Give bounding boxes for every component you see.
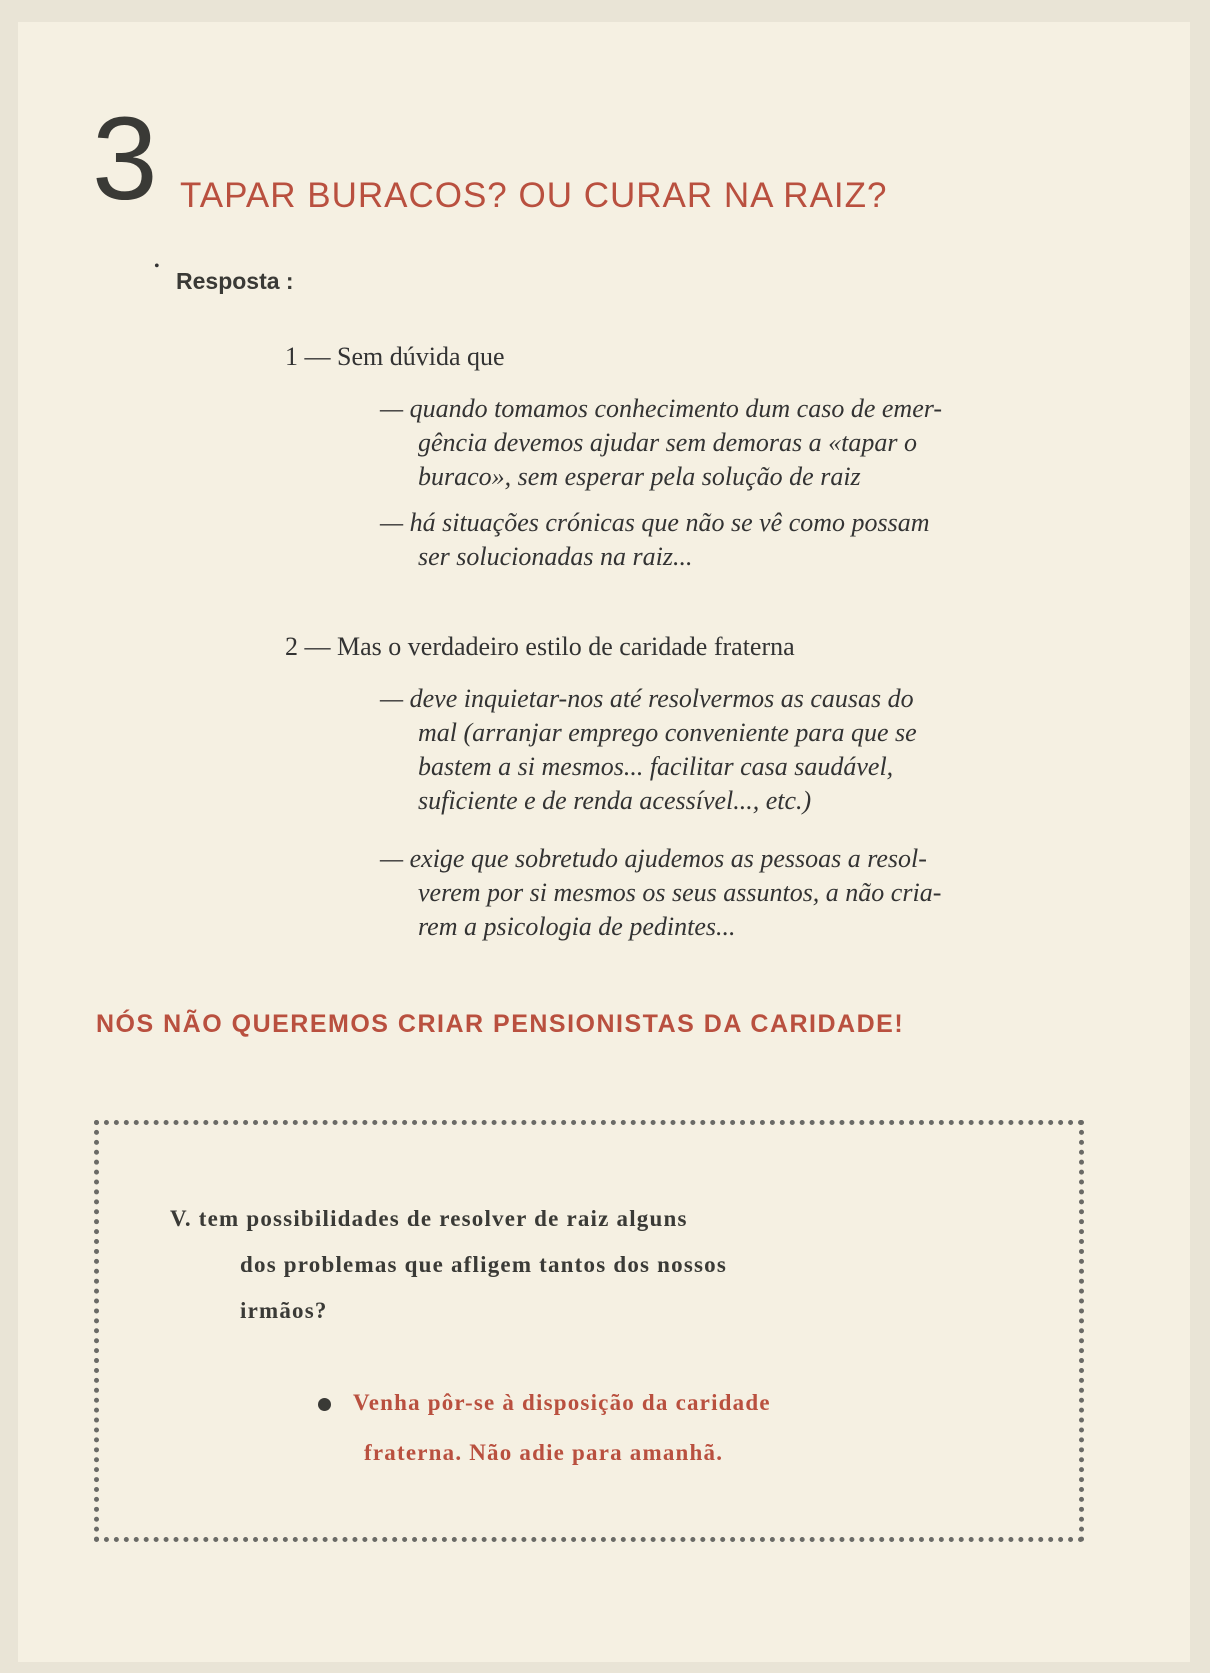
- point-2-lead: 2 — Mas o verdadeiro estilo de caridade fraterna: [285, 632, 795, 661]
- line: rem a psicologia de pedintes...: [418, 912, 736, 941]
- line: buraco», sem esperar pela solução de raiz: [418, 462, 861, 491]
- line: ser solucionadas na raiz...: [418, 542, 693, 571]
- section-number: 3: [92, 93, 158, 225]
- slogan-banner: NÓS NÃO QUEREMOS CRIAR PENSIONISTAS DA CARIDADE!: [96, 1010, 905, 1038]
- line: verem por si mesmos os seus assuntos, a não cria-: [418, 878, 942, 907]
- line: — há situações crónicas que não se vê como possam: [380, 508, 930, 537]
- point-2-item-2: [380, 842, 1095, 944]
- call-to-action: [318, 1378, 771, 1478]
- line: suficiente e de renda acessível..., etc.): [418, 786, 812, 815]
- line: fraterna. Não adie para amanhã.: [364, 1440, 724, 1465]
- line: gência devemos ajudar sem demoras a «tapar o: [418, 428, 917, 457]
- line: irmãos?: [240, 1298, 328, 1323]
- line: — exige que sobretudo ajudemos as pessoas a resol-: [380, 844, 927, 873]
- line: — deve inquietar-nos até resolvermos as causas do: [380, 684, 914, 713]
- box-question: [170, 1196, 1050, 1334]
- point-1-item-2: [380, 506, 1095, 574]
- section-title: TAPAR BURACOS? OU CURAR NA RAIZ?: [180, 176, 888, 215]
- bullet-icon: [318, 1398, 331, 1411]
- bullet-icon: •: [154, 258, 160, 275]
- line: mal (arranjar emprego conveniente para que se: [418, 718, 917, 747]
- line: dos problemas que afligem tantos dos nossos: [240, 1252, 727, 1277]
- line: V. tem possibilidades de resolver de raiz alguns: [170, 1206, 688, 1231]
- line: Venha pôr-se à disposição da caridade: [318, 1390, 771, 1415]
- answer-label: Resposta :: [176, 268, 294, 294]
- point-2-item-1: [380, 682, 1095, 818]
- point-1-lead: 1 — Sem dúvida que: [285, 342, 505, 371]
- line: bastem a si mesmos... facilitar casa saudável,: [418, 752, 894, 781]
- line: — quando tomamos conhecimento dum caso de emer-: [380, 394, 942, 423]
- point-1-item-1: [380, 392, 1095, 494]
